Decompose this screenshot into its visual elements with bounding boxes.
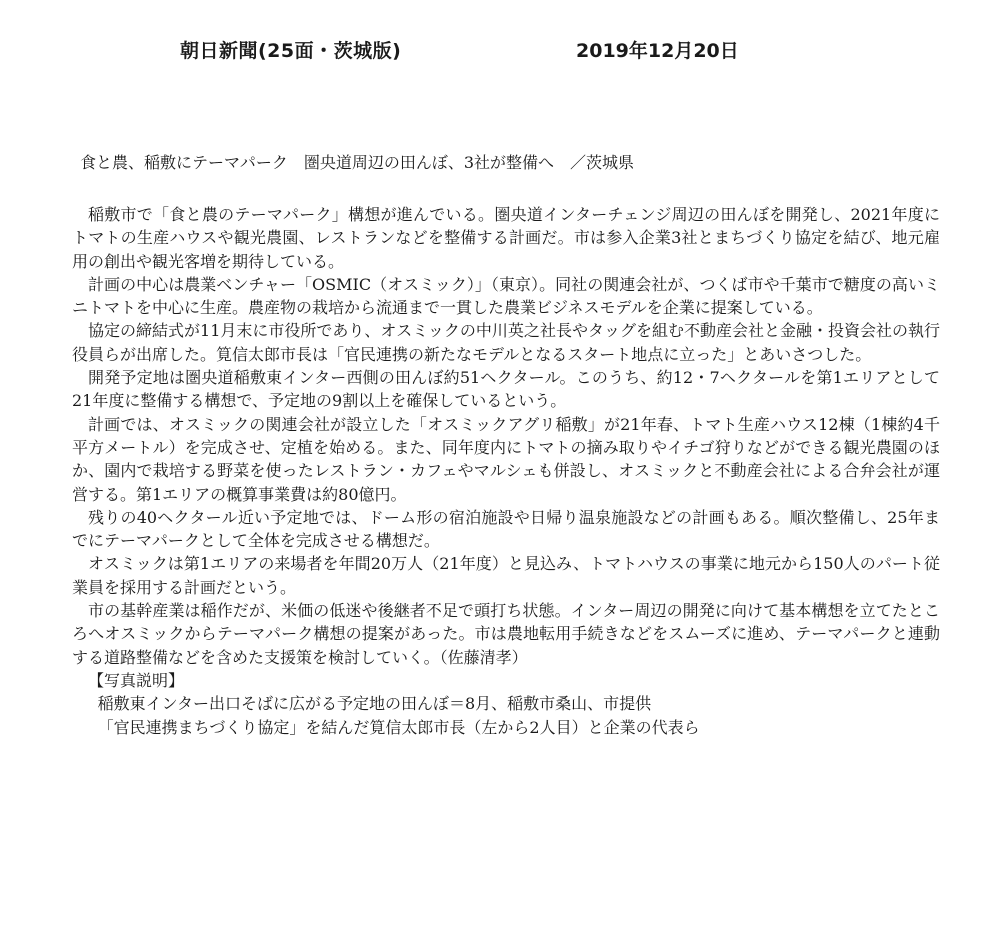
photo-caption: 稲敷東インター出口そばに広がる予定地の田んぼ＝8月、稲敷市桑山、市提供 (97, 694, 652, 714)
article-paragraph: オスミックは第1エリアの来場者を年間20万人（21年度）と見込み、トマトハウスの事業に地元から150人のパート従業員を採用する計画だという。 (72, 554, 940, 597)
article-paragraph: 計画の中心は農業ベンチャー「OSMIC（オスミック）」（東京）。同社の関連会社が、つくば市や千葉市で糖度の高いミニトマトを中心に生産。農産物の栽培から流通まで一貫した農業ビジネスモデルを企業に提案している。 (72, 274, 940, 318)
article-paragraph: 開発予定地は圏央道稲敷東インター西側の田んぼ約51ヘクタール。このうち、約12・7ヘクタールを第1エリアとして21年度に整備する構想で、予定地の9割以上を確保しているという。 (72, 368, 940, 411)
article-headline: 食と農、稲敷にテーマパーク 圏央道周辺の田んぼ、3社が整備へ ／茨城県 (80, 153, 635, 172)
article-paragraph: 市の基幹産業は稲作だが、米価の低迷や後継者不足で頭打ち状態。インター周辺の開発に向けて基本構想を立てたところへオスミックからテーマパーク構想の提案があった。市は農地転用手続きなどをスムーズに進め、テーマパークと連動する道路整備などを含めた支援策を検討していく。（佐藤清孝） (72, 601, 940, 667)
article-paragraph: 計画では、オスミックの関連会社が設立した「オスミックアグリ稲敷」が21年春、トマト生産ハウス12棟（1棟約4千平方メートル）を完成させ、定植を始める。また、同年度内にトマトの摘み取りやイチゴ狩りなどができる観光農園のほか、園内で栽培する野菜を使ったレストラン・カフェやマルシェも併設し、オスミックと不動産会社による合弁会社が運営する。第1エリアの概算事業費は約80億円。 (72, 414, 940, 504)
publication-date: 2019年12月20日 (576, 40, 739, 62)
article-paragraph: 残りの40ヘクタール近い予定地では、ドーム形の宿泊施設や日帰り温泉施設などの計画もある。順次整備し、25年までにテーマパークとして全体を完成させる構想だ。 (72, 507, 940, 551)
article-paragraph: 協定の締結式が11月末に市役所であり、オスミックの中川英之社長やタッグを組む不動産会社と金融・投資会社の執行役員らが出席した。筧信太郎市長は「官民連携の新たなモデルとなるスタート地点に立った」とあいさつした。 (72, 321, 940, 364)
article-paragraph: 稲敷市で「食と農のテーマパーク」構想が進んでいる。圏央道インターチェンジ周辺の田んぼを開発し、2021年度にトマトの生産ハウスや観光農園、レストランなどを整備する計画だ。市は参入企業3社とまちづくり協定を結び、地元雇用の創出や観光客増を期待している。 (72, 205, 940, 271)
clipping-header (0, 36, 1000, 66)
newspaper-source: 朝日新聞(25面・茨城版) (180, 40, 402, 62)
photo-captions (72, 669, 940, 739)
photo-caption: 「官民連携まちづくり協定」を結んだ筧信太郎市長（左から2人目）と企業の代表ら (97, 717, 700, 737)
article-body (72, 203, 940, 739)
caption-heading: 【写真説明】 (88, 670, 185, 690)
